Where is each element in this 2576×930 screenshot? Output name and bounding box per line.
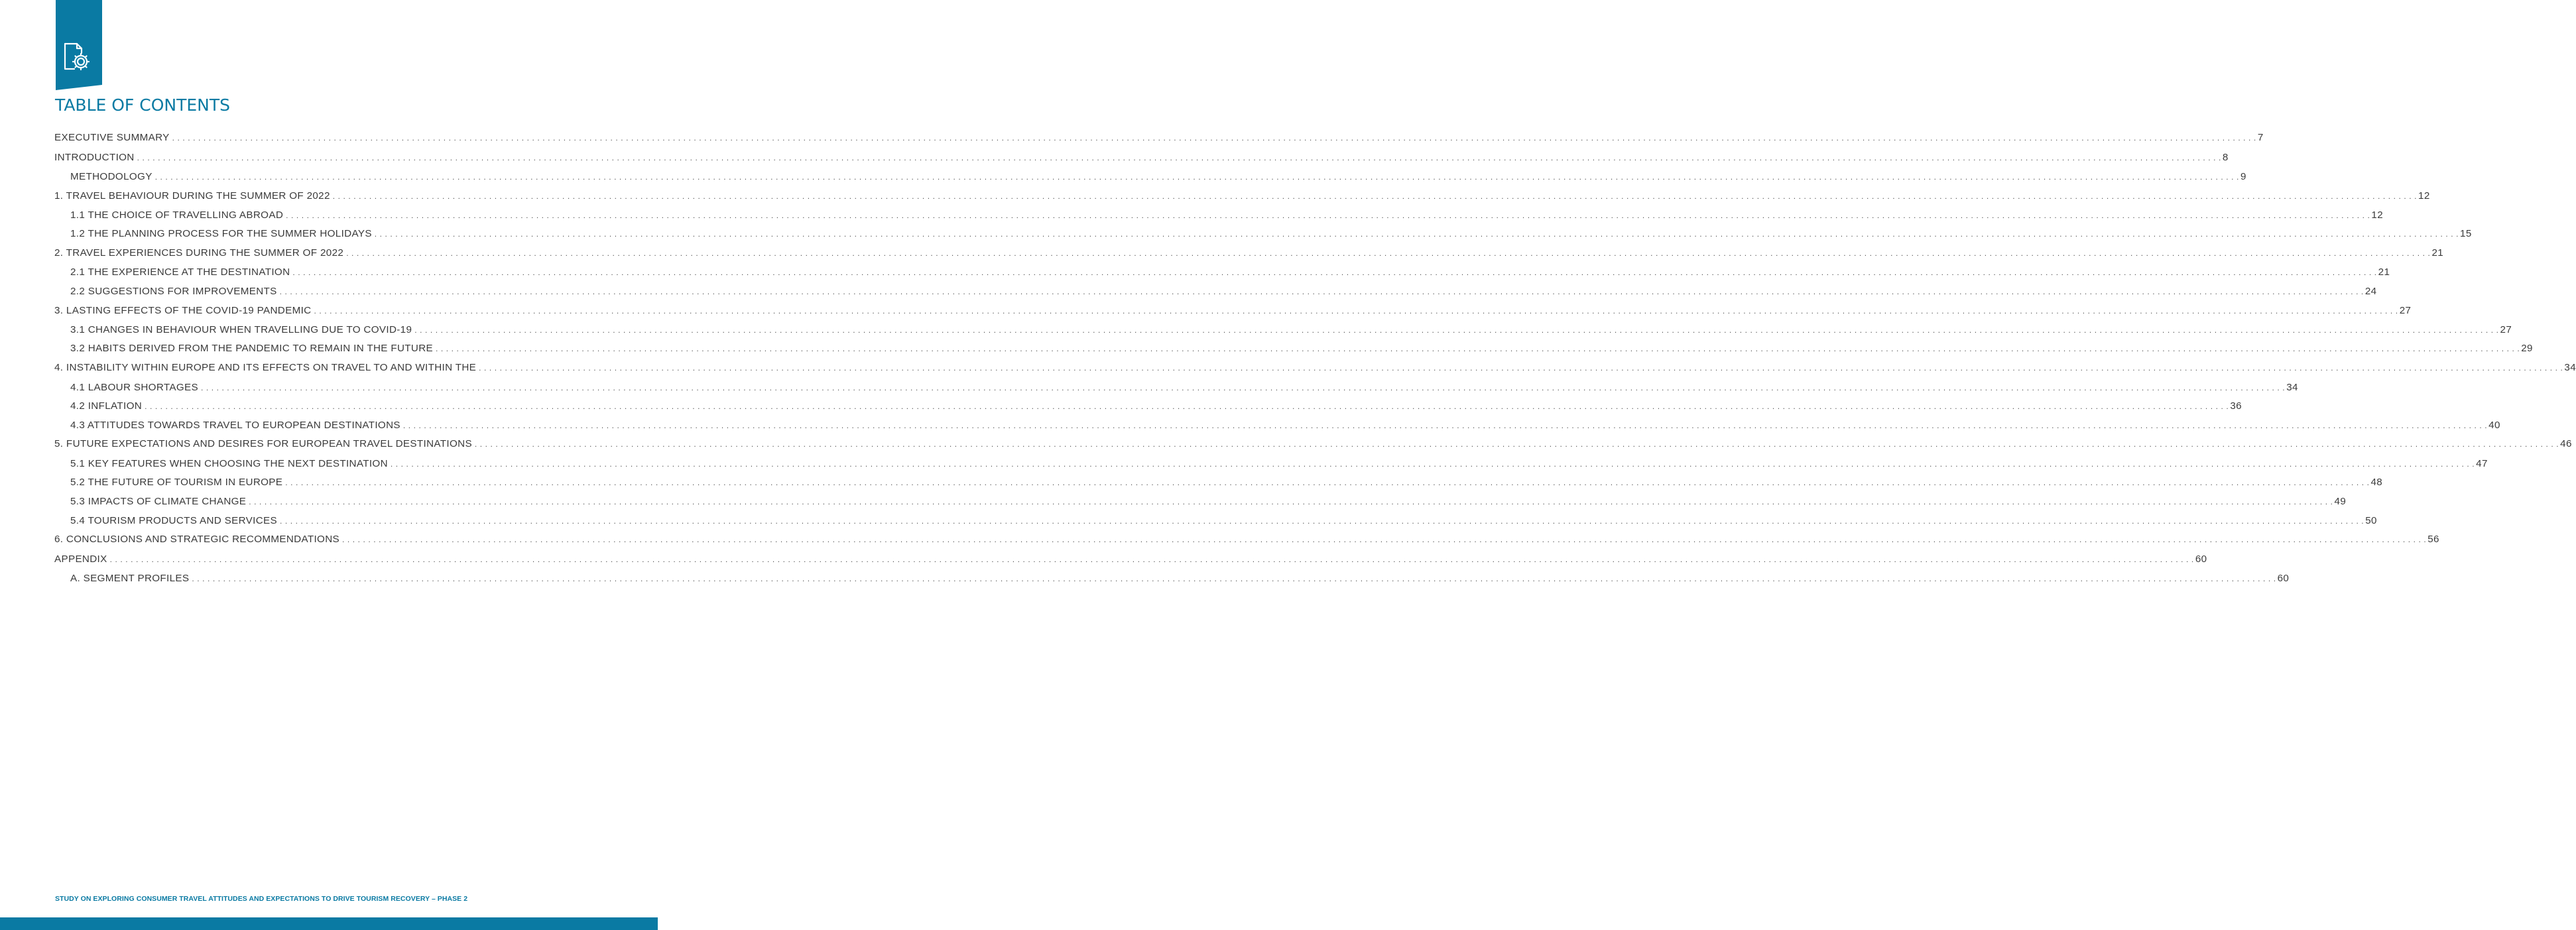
toc-dot-leader: . . . . . . . . . . . . . . . . . . . . . . . . . . . . . . . . . . . . . . . . . . . . . . . . . . . . . . . . . . . . . . . . . . . . . . . . . . . . . . . . . . . . . . . . . . . . . . . . . . . . . . . . . . . . . . . . . . . . . . . . . . . . . . . . . . . . . . . . . . . . . . . . . . . . . . . . . . . . . . . . . . . . . . . . . . . . . . . . . . . . . . . . . . . . . . . . . . . . . . . . . . . . . . . . . . . . . . . . . . . . . . . . . . . . . . . . . . . . . . . . . . . . . . . . . . . . . . . . . . . . . . . . . . . . . . . . . . . . . . . . . . . . . . . . . . . . . . . . . . . . . . . . . . . . . . . . . . . . . . . . . . . . . . . . . . . . . . . . . . . . . . . . . . . . . . . . . . . . . . . . . . . . . . . . . . . . . . . . . . . . . . . . . . . . . . . . . . . . . . . . <box>145 402 2229 411</box>
toc-entry-page: 7 <box>2257 132 2264 143</box>
toc-entry-label: 2.1 THE EXPERIENCE AT THE DESTINATION <box>70 266 290 278</box>
toc-entry-label: A. SEGMENT PROFILES <box>70 573 190 584</box>
toc-dot-leader: . . . . . . . . . . . . . . . . . . . . . . . . . . . . . . . . . . . . . . . . . . . . . . . . . . . . . . . . . . . . . . . . . . . . . . . . . . . . . . . . . . . . . . . . . . . . . . . . . . . . . . . . . . . . . . . . . . . . . . . . . . . . . . . . . . . . . . . . . . . . . . . . . . . . . . . . . . . . . . . . . . . . . . . . . . . . . . . . . . . . . . . . . . . . . . . . . . . . . . . . . . . . . . . . . . . . . . . . . . . . . . . . . . . . . . . . . . . . . . . . . . . . . . . . . . . . . . . . . . . . . . . . . . . . . . . . . . . . . . . . . . . . . . . . . . . . . . . . . . . . . . . . . . . . . . . . . . . . . . . . . . . . . . . . . . . . . . . . . . . . . . . . . . . . . . . . . . . . . . . . . . . . . . . . . . . . . . . . . . . . . . . . . . . . . . . . . . . . . . . . <box>342 535 2427 544</box>
toc-entry-label: 5.3 IMPACTS OF CLIMATE CHANGE <box>70 496 247 507</box>
toc-entry[interactable] <box>54 361 2576 375</box>
toc-entry[interactable] <box>70 209 2383 222</box>
toc-entry-label: 1. TRAVEL BEHAVIOUR DURING THE SUMMER OF 2022 <box>54 190 330 202</box>
toc-title: TABLE OF CONTENTS <box>55 95 231 115</box>
toc-entry-label: 2. TRAVEL EXPERIENCES DURING THE SUMMER OF 2022 <box>54 247 344 259</box>
toc-entry-label: 5.1 KEY FEATURES WHEN CHOOSING THE NEXT DESTINATION <box>70 458 388 469</box>
toc-entry-page: 12 <box>2371 209 2383 221</box>
toc-entry-label: APPENDIX <box>54 553 107 565</box>
toc-entry-label: METHODOLOGY <box>70 171 153 182</box>
toc-entry[interactable] <box>54 437 2572 451</box>
toc-entry-label: 6. CONCLUSIONS AND STRATEGIC RECOMMENDATIONS <box>54 534 340 545</box>
toc-entry[interactable] <box>70 266 2390 279</box>
toc-entry[interactable] <box>54 190 2430 203</box>
toc-dot-leader: . . . . . . . . . . . . . . . . . . . . . . . . . . . . . . . . . . . . . . . . . . . . . . . . . . . . . . . . . . . . . . . . . . . . . . . . . . . . . . . . . . . . . . . . . . . . . . . . . . . . . . . . . . . . . . . . . . . . . . . . . . . . . . . . . . . . . . . . . . . . . . . . . . . . . . . . . . . . . . . . . . . . . . . . . . . . . . . . . . . . . . . . . . . . . . . . . . . . . . . . . . . . . . . . . . . . . . . . . . . . . . . . . . . . . . . . . . . . . . . . . . . . . . . . . . . . . . . . . . . . . . . . . . . . . . . . . . . . . . . . . . . . . . . . . . . . . . . . . . . . . . . . . . . . . . . . . . . . . . . . . . . . . . . . . . . . . . . . . . . . . . . . . . . . . . . . . . . . . . . . . . . . . . . . . . . . . . . . . . . . . . . . . . . . . . . . . . . . . . . . <box>279 287 2364 296</box>
toc-dot-leader: . . . . . . . . . . . . . . . . . . . . . . . . . . . . . . . . . . . . . . . . . . . . . . . . . . . . . . . . . . . . . . . . . . . . . . . . . . . . . . . . . . . . . . . . . . . . . . . . . . . . . . . . . . . . . . . . . . . . . . . . . . . . . . . . . . . . . . . . . . . . . . . . . . . . . . . . . . . . . . . . . . . . . . . . . . . . . . . . . . . . . . . . . . . . . . . . . . . . . . . . . . . . . . . . . . . . . . . . . . . . . . . . . . . . . . . . . . . . . . . . . . . . . . . . . . . . . . . . . . . . . . . . . . . . . . . . . . . . . . . . . . . . . . . . . . . . . . . . . . . . . . . . . . . . . . . . . . . . . . . . . . . . . . . . . . . . . . . . . . . . . . . . . . . . . . . . . . . . . . . . . . . . . . . . . . . . . . . . . . . . . . . . . . . . . . . . . . . . . . . . <box>402 421 2488 430</box>
toc-entry-label: 3. LASTING EFFECTS OF THE COVID-19 PANDEMIC <box>54 305 312 316</box>
toc-dot-leader: . . . . . . . . . . . . . . . . . . . . . . . . . . . . . . . . . . . . . . . . . . . . . . . . . . . . . . . . . . . . . . . . . . . . . . . . . . . . . . . . . . . . . . . . . . . . . . . . . . . . . . . . . . . . . . . . . . . . . . . . . . . . . . . . . . . . . . . . . . . . . . . . . . . . . . . . . . . . . . . . . . . . . . . . . . . . . . . . . . . . . . . . . . . . . . . . . . . . . . . . . . . . . . . . . . . . . . . . . . . . . . . . . . . . . . . . . . . . . . . . . . . . . . . . . . . . . . . . . . . . . . . . . . . . . . . . . . . . . . . . . . . . . . . . . . . . . . . . . . . . . . . . . . . . . . . . . . . . . . . . . . . . . . . . . . . . . . . . . . . . . . . . . . . . . . . . . . . . . . . . . . . . . . . . . . . . . . . . . . . . . . . . . . . . . . . . . . . . . . . . <box>292 268 2377 277</box>
toc-entry-page: 8 <box>2222 152 2229 163</box>
toc-entry-label: 4. INSTABILITY WITHIN EUROPE AND ITS EFFECTS ON TRAVEL TO AND WITHIN THE <box>54 362 477 373</box>
toc-entry-label: INTRODUCTION <box>54 152 135 163</box>
toc-dot-leader: . . . . . . . . . . . . . . . . . . . . . . . . . . . . . . . . . . . . . . . . . . . . . . . . . . . . . . . . . . . . . . . . . . . . . . . . . . . . . . . . . . . . . . . . . . . . . . . . . . . . . . . . . . . . . . . . . . . . . . . . . . . . . . . . . . . . . . . . . . . . . . . . . . . . . . . . . . . . . . . . . . . . . . . . . . . . . . . . . . . . . . . . . . . . . . . . . . . . . . . . . . . . . . . . . . . . . . . . . . . . . . . . . . . . . . . . . . . . . . . . . . . . . . . . . . . . . . . . . . . . . . . . . . . . . . . . . . . . . . . . . . . . . . . . . . . . . . . . . . . . . . . . . . . . . . . . . . . . . . . . . . . . . . . . . . . . . . . . . . . . . . . . . . . . . . . . . . . . . . . . . . . . . . . . . . . . . . . . . . . . . . . . . . . . . . . . . . . . . . . . <box>285 478 2370 487</box>
toc-dot-leader: . . . . . . . . . . . . . . . . . . . . . . . . . . . . . . . . . . . . . . . . . . . . . . . . . . . . . . . . . . . . . . . . . . . . . . . . . . . . . . . . . . . . . . . . . . . . . . . . . . . . . . . . . . . . . . . . . . . . . . . . . . . . . . . . . . . . . . . . . . . . . . . . . . . . . . . . . . . . . . . . . . . . . . . . . . . . . . . . . . . . . . . . . . . . . . . . . . . . . . . . . . . . . . . . . . . . . . . . . . . . . . . . . . . . . . . . . . . . . . . . . . . . . . . . . . . . . . . . . . . . . . . . . . . . . . . . . . . . . . . . . . . . . . . . . . . . . . . . . . . . . . . . . . . . . . . . . . . . . . . . . . . . . . . . . . . . . . . . . . . . . . . . . . . . . . . . . . . . . . . . . . . . . . . . . . . . . . . . . . . . . . . . . . . . . . . . . . . . . . . . <box>109 555 2194 564</box>
toc-entry-page: 56 <box>2427 534 2439 545</box>
toc-entry-page: 27 <box>2500 324 2512 335</box>
toc-dot-leader: . . . . . . . . . . . . . . . . . . . . . . . . . . . . . . . . . . . . . . . . . . . . . . . . . . . . . . . . . . . . . . . . . . . . . . . . . . . . . . . . . . . . . . . . . . . . . . . . . . . . . . . . . . . . . . . . . . . . . . . . . . . . . . . . . . . . . . . . . . . . . . . . . . . . . . . . . . . . . . . . . . . . . . . . . . . . . . . . . . . . . . . . . . . . . . . . . . . . . . . . . . . . . . . . . . . . . . . . . . . . . . . . . . . . . . . . . . . . . . . . . . . . . . . . . . . . . . . . . . . . . . . . . . . . . . . . . . . . . . . . . . . . . . . . . . . . . . . . . . . . . . . . . . . . . . . . . . . . . . . . . . . . . . . . . . . . . . . . . . . . . . . . . . . . . . . . . . . . . . . . . . . . . . . . . . . . . . . . . . . . . . . . . . . . . . . . . . . . . . . . <box>374 229 2459 239</box>
toc-entry[interactable] <box>54 151 2229 164</box>
toc-entry-page: 49 <box>2334 496 2347 507</box>
header-tab-shape <box>56 0 102 90</box>
toc-entry-page: 36 <box>2230 400 2242 412</box>
toc-entry-page: 29 <box>2521 343 2533 354</box>
toc-entry-label: 3.1 CHANGES IN BEHAVIOUR WHEN TRAVELLING DUE TO COVID-19 <box>70 324 412 335</box>
toc-entry-page: 27 <box>2399 305 2412 316</box>
toc-entry-label: EXECUTIVE SUMMARY <box>54 132 170 143</box>
toc-dot-leader: . . . . . . . . . . . . . . . . . . . . . . . . . . . . . . . . . . . . . . . . . . . . . . . . . . . . . . . . . . . . . . . . . . . . . . . . . . . . . . . . . . . . . . . . . . . . . . . . . . . . . . . . . . . . . . . . . . . . . . . . . . . . . . . . . . . . . . . . . . . . . . . . . . . . . . . . . . . . . . . . . . . . . . . . . . . . . . . . . . . . . . . . . . . . . . . . . . . . . . . . . . . . . . . . . . . . . . . . . . . . . . . . . . . . . . . . . . . . . . . . . . . . . . . . . . . . . . . . . . . . . . . . . . . . . . . . . . . . . . . . . . . . . . . . . . . . . . . . . . . . . . . . . . . . . . . . . . . . . . . . . . . . . . . . . . . . . . . . . . . . . . . . . . . . . . . . . . . . . . . . . . . . . . . . . . . . . . . . . . . . . . . . . . . . . . . . . . . . . . . . <box>436 344 2520 353</box>
toc-entry[interactable] <box>54 533 2439 546</box>
toc-entry[interactable] <box>70 381 2298 394</box>
toc-entry[interactable] <box>70 419 2500 432</box>
toc-entry[interactable] <box>54 247 2444 260</box>
toc-entry-label: 1.2 THE PLANNING PROCESS FOR THE SUMMER HOLIDAYS <box>70 228 372 239</box>
toc-dot-leader: . . . . . . . . . . . . . . . . . . . . . . . . . . . . . . . . . . . . . . . . . . . . . . . . . . . . . . . . . . . . . . . . . . . . . . . . . . . . . . . . . . . . . . . . . . . . . . . . . . . . . . . . . . . . . . . . . . . . . . . . . . . . . . . . . . . . . . . . . . . . . . . . . . . . . . . . . . . . . . . . . . . . . . . . . . . . . . . . . . . . . . . . . . . . . . . . . . . . . . . . . . . . . . . . . . . . . . . . . . . . . . . . . . . . . . . . . . . . . . . . . . . . . . . . . . . . . . . . . . . . . . . . . . . . . . . . . . . . . . . . . . . . . . . . . . . . . . . . . . . . . . . . . . . . . . . . . . . . . . . . . . . . . . . . . . . . . . . . . . . . . . . . . . . . . . . . . . . . . . . . . . . . . . . . . . . . . . . . . . . . . . . . . . . . . . . . . . . . . . . . <box>200 383 2286 392</box>
toc-entry[interactable] <box>70 457 2488 471</box>
header-tab <box>56 0 102 90</box>
toc-entry-page: 34 <box>2286 382 2298 393</box>
toc-entry-page: 15 <box>2460 228 2472 239</box>
toc-entry[interactable] <box>54 304 2412 318</box>
toc-entry[interactable] <box>70 514 2377 528</box>
toc-entry-page: 60 <box>2277 573 2290 584</box>
toc-entry-page: 24 <box>2364 286 2377 297</box>
toc-dot-leader: . . . . . . . . . . . . . . . . . . . . . . . . . . . . . . . . . . . . . . . . . . . . . . . . . . . . . . . . . . . . . . . . . . . . . . . . . . . . . . . . . . . . . . . . . . . . . . . . . . . . . . . . . . . . . . . . . . . . . . . . . . . . . . . . . . . . . . . . . . . . . . . . . . . . . . . . . . . . . . . . . . . . . . . . . . . . . . . . . . . . . . . . . . . . . . . . . . . . . . . . . . . . . . . . . . . . . . . . . . . . . . . . . . . . . . . . . . . . . . . . . . . . . . . . . . . . . . . . . . . . . . . . . . . . . . . . . . . . . . . . . . . . . . . . . . . . . . . . . . . . . . . . . . . . . . . . . . . . . . . . . . . . . . . . . . . . . . . . . . . . . . . . . . . . . . . . . . . . . . . . . . . . . . . . . . . . . . . . . . . . . . . . . . . . . . . . . . . . . . . . <box>192 574 2276 583</box>
toc-dot-leader: . . . . . . . . . . . . . . . . . . . . . . . . . . . . . . . . . . . . . . . . . . . . . . . . . . . . . . . . . . . . . . . . . . . . . . . . . . . . . . . . . . . . . . . . . . . . . . . . . . . . . . . . . . . . . . . . . . . . . . . . . . . . . . . . . . . . . . . . . . . . . . . . . . . . . . . . . . . . . . . . . . . . . . . . . . . . . . . . . . . . . . . . . . . . . . . . . . . . . . . . . . . . . . . . . . . . . . . . . . . . . . . . . . . . . . . . . . . . . . . . . . . . . . . . . . . . . . . . . . . . . . . . . . . . . . . . . . . . . . . . . . . . . . . . . . . . . . . . . . . . . . . . . . . . . . . . . . . . . . . . . . . . . . . . . . . . . . . . . . . . . . . . . . . . . . . . . . . . . . . . . . . . . . . . . . . . . . . . . . . . . . . . . . . . . . . . . . . . . . . . <box>414 325 2499 335</box>
toc-entry[interactable] <box>70 323 2512 337</box>
toc-entry-label: 5.4 TOURISM PRODUCTS AND SERVICES <box>70 515 277 526</box>
toc-dot-leader: . . . . . . . . . . . . . . . . . . . . . . . . . . . . . . . . . . . . . . . . . . . . . . . . . . . . . . . . . . . . . . . . . . . . . . . . . . . . . . . . . . . . . . . . . . . . . . . . . . . . . . . . . . . . . . . . . . . . . . . . . . . . . . . . . . . . . . . . . . . . . . . . . . . . . . . . . . . . . . . . . . . . . . . . . . . . . . . . . . . . . . . . . . . . . . . . . . . . . . . . . . . . . . . . . . . . . . . . . . . . . . . . . . . . . . . . . . . . . . . . . . . . . . . . . . . . . . . . . . . . . . . . . . . . . . . . . . . . . . . . . . . . . . . . . . . . . . . . . . . . . . . . . . . . . . . . . . . . . . . . . . . . . . . . . . . . . . . . . . . . . . . . . . . . . . . . . . . . . . . . . . . . . . . . . . . . . . . . . . . . . . . . . . . . . . . . . . . . . . . . <box>314 306 2398 316</box>
toc-entry-page: 50 <box>2365 515 2377 526</box>
toc-dot-leader: . . . . . . . . . . . . . . . . . . . . . . . . . . . . . . . . . . . . . . . . . . . . . . . . . . . . . . . . . . . . . . . . . . . . . . . . . . . . . . . . . . . . . . . . . . . . . . . . . . . . . . . . . . . . . . . . . . . . . . . . . . . . . . . . . . . . . . . . . . . . . . . . . . . . . . . . . . . . . . . . . . . . . . . . . . . . . . . . . . . . . . . . . . . . . . . . . . . . . . . . . . . . . . . . . . . . . . . . . . . . . . . . . . . . . . . . . . . . . . . . . . . . . . . . . . . . . . . . . . . . . . . . . . . . . . . . . . . . . . . . . . . . . . . . . . . . . . . . . . . . . . . . . . . . . . . . . . . . . . . . . . . . . . . . . . . . . . . . . . . . . . . . . . . . . . . . . . . . . . . . . . . . . . . . . . . . . . . . . . . . . . . . . . . . . . . . . . . . . . . . <box>172 133 2256 143</box>
toc-entry[interactable] <box>70 400 2242 413</box>
toc-entry-page: 9 <box>2240 171 2246 182</box>
toc-dot-leader: . . . . . . . . . . . . . . . . . . . . . . . . . . . . . . . . . . . . . . . . . . . . . . . . . . . . . . . . . . . . . . . . . . . . . . . . . . . . . . . . . . . . . . . . . . . . . . . . . . . . . . . . . . . . . . . . . . . . . . . . . . . . . . . . . . . . . . . . . . . . . . . . . . . . . . . . . . . . . . . . . . . . . . . . . . . . . . . . . . . . . . . . . . . . . . . . . . . . . . . . . . . . . . . . . . . . . . . . . . . . . . . . . . . . . . . . . . . . . . . . . . . . . . . . . . . . . . . . . . . . . . . . . . . . . . . . . . . . . . . . . . . . . . . . . . . . . . . . . . . . . . . . . . . . . . . . . . . . . . . . . . . . . . . . . . . . . . . . . . . . . . . . . . . . . . . . . . . . . . . . . . . . . . . . . . . . . . . . . . . . . . . . . . . . . . . . . . . . . . . . <box>280 516 2364 526</box>
toc-entry-page: 21 <box>2378 266 2390 278</box>
toc-entry[interactable] <box>70 572 2290 585</box>
toc-entry[interactable] <box>54 131 2264 145</box>
toc-dot-leader: . . . . . . . . . . . . . . . . . . . . . . . . . . . . . . . . . . . . . . . . . . . . . . . . . . . . . . . . . . . . . . . . . . . . . . . . . . . . . . . . . . . . . . . . . . . . . . . . . . . . . . . . . . . . . . . . . . . . . . . . . . . . . . . . . . . . . . . . . . . . . . . . . . . . . . . . . . . . . . . . . . . . . . . . . . . . . . . . . . . . . . . . . . . . . . . . . . . . . . . . . . . . . . . . . . . . . . . . . . . . . . . . . . . . . . . . . . . . . . . . . . . . . . . . . . . . . . . . . . . . . . . . . . . . . . . . . . . . . . . . . . . . . . . . . . . . . . . . . . . . . . . . . . . . . . . . . . . . . . . . . . . . . . . . . . . . . . . . . . . . . . . . . . . . . . . . . . . . . . . . . . . . . . . . . . . . . . . . . . . . . . . . . . . . . . . . . . . . . . . . <box>390 459 2475 469</box>
toc-entry-page: 47 <box>2476 458 2488 469</box>
toc-dot-leader: . . . . . . . . . . . . . . . . . . . . . . . . . . . . . . . . . . . . . . . . . . . . . . . . . . . . . . . . . . . . . . . . . . . . . . . . . . . . . . . . . . . . . . . . . . . . . . . . . . . . . . . . . . . . . . . . . . . . . . . . . . . . . . . . . . . . . . . . . . . . . . . . . . . . . . . . . . . . . . . . . . . . . . . . . . . . . . . . . . . . . . . . . . . . . . . . . . . . . . . . . . . . . . . . . . . . . . . . . . . . . . . . . . . . . . . . . . . . . . . . . . . . . . . . . . . . . . . . . . . . . . . . . . . . . . . . . . . . . . . . . . . . . . . . . . . . . . . . . . . . . . . . . . . . . . . . . . . . . . . . . . . . . . . . . . . . . . . . . . . . . . . . . . . . . . . . . . . . . . . . . . . . . . . . . . . . . . . . . . . . . . . . . . . . . . . . . . . . . . . . <box>154 172 2239 182</box>
toc-dot-leader: . . . . . . . . . . . . . . . . . . . . . . . . . . . . . . . . . . . . . . . . . . . . . . . . . . . . . . . . . . . . . . . . . . . . . . . . . . . . . . . . . . . . . . . . . . . . . . . . . . . . . . . . . . . . . . . . . . . . . . . . . . . . . . . . . . . . . . . . . . . . . . . . . . . . . . . . . . . . . . . . . . . . . . . . . . . . . . . . . . . . . . . . . . . . . . . . . . . . . . . . . . . . . . . . . . . . . . . . . . . . . . . . . . . . . . . . . . . . . . . . . . . . . . . . . . . . . . . . . . . . . . . . . . . . . . . . . . . . . . . . . . . . . . . . . . . . . . . . . . . . . . . . . . . . . . . . . . . . . . . . . . . . . . . . . . . . . . . . . . . . . . . . . . . . . . . . . . . . . . . . . . . . . . . . . . . . . . . . . . . . . . . . . . . . . . . . . . . . . . . . <box>286 211 2370 220</box>
toc-entry[interactable] <box>70 285 2377 298</box>
toc-entry-label: 4.2 INFLATION <box>70 400 143 412</box>
toc-entry-label: 5. FUTURE EXPECTATIONS AND DESIRES FOR EUROPEAN TRAVEL DESTINATIONS <box>54 438 472 449</box>
toc-entry[interactable] <box>70 476 2383 489</box>
footer-text: STUDY ON EXPLORING CONSUMER TRAVEL ATTITUDES AND EXPECTATIONS TO DRIVE TOURISM RECOVERY – PHASE 2 <box>55 895 468 903</box>
toc-entry-page: 40 <box>2488 420 2500 431</box>
toc-entry-page: 34 <box>2564 362 2576 373</box>
toc-entry[interactable] <box>70 227 2472 241</box>
toc-entry-label: 4.3 ATTITUDES TOWARDS TRAVEL TO EUROPEAN DESTINATIONS <box>70 420 400 431</box>
toc-entry-page: 60 <box>2195 553 2207 565</box>
toc-entry-page: 46 <box>2560 438 2572 449</box>
toc-entry-label: 1.1 THE CHOICE OF TRAVELLING ABROAD <box>70 209 284 221</box>
toc-entry-page: 21 <box>2431 247 2444 259</box>
toc-dot-leader: . . . . . . . . . . . . . . . . . . . . . . . . . . . . . . . . . . . . . . . . . . . . . . . . . . . . . . . . . . . . . . . . . . . . . . . . . . . . . . . . . . . . . . . . . . . . . . . . . . . . . . . . . . . . . . . . . . . . . . . . . . . . . . . . . . . . . . . . . . . . . . . . . . . . . . . . . . . . . . . . . . . . . . . . . . . . . . . . . . . . . . . . . . . . . . . . . . . . . . . . . . . . . . . . . . . . . . . . . . . . . . . . . . . . . . . . . . . . . . . . . . . . . . . . . . . . . . . . . . . . . . . . . . . . . . . . . . . . . . . . . . . . . . . . . . . . . . . . . . . . . . . . . . . . . . . . . . . . . . . . . . . . . . . . . . . . . . . . . . . . . . . . . . . . . . . . . . . . . . . . . . . . . . . . . . . . . . . . . . . . . . . . . . . . . . . . . . . . . . . . <box>479 363 2563 373</box>
toc-dot-leader: . . . . . . . . . . . . . . . . . . . . . . . . . . . . . . . . . . . . . . . . . . . . . . . . . . . . . . . . . . . . . . . . . . . . . . . . . . . . . . . . . . . . . . . . . . . . . . . . . . . . . . . . . . . . . . . . . . . . . . . . . . . . . . . . . . . . . . . . . . . . . . . . . . . . . . . . . . . . . . . . . . . . . . . . . . . . . . . . . . . . . . . . . . . . . . . . . . . . . . . . . . . . . . . . . . . . . . . . . . . . . . . . . . . . . . . . . . . . . . . . . . . . . . . . . . . . . . . . . . . . . . . . . . . . . . . . . . . . . . . . . . . . . . . . . . . . . . . . . . . . . . . . . . . . . . . . . . . . . . . . . . . . . . . . . . . . . . . . . . . . . . . . . . . . . . . . . . . . . . . . . . . . . . . . . . . . . . . . . . . . . . . . . . . . . . . . . . . . . . . . <box>249 497 2333 506</box>
toc-entry[interactable] <box>70 495 2347 508</box>
toc-entry-page: 12 <box>2418 190 2430 202</box>
toc-entry-label: 2.2 SUGGESTIONS FOR IMPROVEMENTS <box>70 286 277 297</box>
toc-entry-page: 48 <box>2370 477 2383 488</box>
toc-entry-label: 3.2 HABITS DERIVED FROM THE PANDEMIC TO REMAIN IN THE FUTURE <box>70 343 434 354</box>
toc-dot-leader: . . . . . . . . . . . . . . . . . . . . . . . . . . . . . . . . . . . . . . . . . . . . . . . . . . . . . . . . . . . . . . . . . . . . . . . . . . . . . . . . . . . . . . . . . . . . . . . . . . . . . . . . . . . . . . . . . . . . . . . . . . . . . . . . . . . . . . . . . . . . . . . . . . . . . . . . . . . . . . . . . . . . . . . . . . . . . . . . . . . . . . . . . . . . . . . . . . . . . . . . . . . . . . . . . . . . . . . . . . . . . . . . . . . . . . . . . . . . . . . . . . . . . . . . . . . . . . . . . . . . . . . . . . . . . . . . . . . . . . . . . . . . . . . . . . . . . . . . . . . . . . . . . . . . . . . . . . . . . . . . . . . . . . . . . . . . . . . . . . . . . . . . . . . . . . . . . . . . . . . . . . . . . . . . . . . . . . . . . . . . . . . . . . . . . . . . . . . . . . . . <box>332 192 2418 201</box>
footer-bar <box>0 917 658 930</box>
toc-entry[interactable] <box>70 170 2246 184</box>
toc-dot-leader: . . . . . . . . . . . . . . . . . . . . . . . . . . . . . . . . . . . . . . . . . . . . . . . . . . . . . . . . . . . . . . . . . . . . . . . . . . . . . . . . . . . . . . . . . . . . . . . . . . . . . . . . . . . . . . . . . . . . . . . . . . . . . . . . . . . . . . . . . . . . . . . . . . . . . . . . . . . . . . . . . . . . . . . . . . . . . . . . . . . . . . . . . . . . . . . . . . . . . . . . . . . . . . . . . . . . . . . . . . . . . . . . . . . . . . . . . . . . . . . . . . . . . . . . . . . . . . . . . . . . . . . . . . . . . . . . . . . . . . . . . . . . . . . . . . . . . . . . . . . . . . . . . . . . . . . . . . . . . . . . . . . . . . . . . . . . . . . . . . . . . . . . . . . . . . . . . . . . . . . . . . . . . . . . . . . . . . . . . . . . . . . . . . . . . . . . . . . . . . . . <box>474 439 2559 449</box>
toc-dot-leader: . . . . . . . . . . . . . . . . . . . . . . . . . . . . . . . . . . . . . . . . . . . . . . . . . . . . . . . . . . . . . . . . . . . . . . . . . . . . . . . . . . . . . . . . . . . . . . . . . . . . . . . . . . . . . . . . . . . . . . . . . . . . . . . . . . . . . . . . . . . . . . . . . . . . . . . . . . . . . . . . . . . . . . . . . . . . . . . . . . . . . . . . . . . . . . . . . . . . . . . . . . . . . . . . . . . . . . . . . . . . . . . . . . . . . . . . . . . . . . . . . . . . . . . . . . . . . . . . . . . . . . . . . . . . . . . . . . . . . . . . . . . . . . . . . . . . . . . . . . . . . . . . . . . . . . . . . . . . . . . . . . . . . . . . . . . . . . . . . . . . . . . . . . . . . . . . . . . . . . . . . . . . . . . . . . . . . . . . . . . . . . . . . . . . . . . . . . . . . . . . <box>137 153 2221 162</box>
toc-entry[interactable] <box>54 553 2207 566</box>
toc-entry-label: 4.1 LABOUR SHORTAGES <box>70 382 198 393</box>
toc-entry-label: 5.2 THE FUTURE OF TOURISM IN EUROPE <box>70 477 283 488</box>
toc-entry[interactable] <box>70 342 2533 355</box>
toc-dot-leader: . . . . . . . . . . . . . . . . . . . . . . . . . . . . . . . . . . . . . . . . . . . . . . . . . . . . . . . . . . . . . . . . . . . . . . . . . . . . . . . . . . . . . . . . . . . . . . . . . . . . . . . . . . . . . . . . . . . . . . . . . . . . . . . . . . . . . . . . . . . . . . . . . . . . . . . . . . . . . . . . . . . . . . . . . . . . . . . . . . . . . . . . . . . . . . . . . . . . . . . . . . . . . . . . . . . . . . . . . . . . . . . . . . . . . . . . . . . . . . . . . . . . . . . . . . . . . . . . . . . . . . . . . . . . . . . . . . . . . . . . . . . . . . . . . . . . . . . . . . . . . . . . . . . . . . . . . . . . . . . . . . . . . . . . . . . . . . . . . . . . . . . . . . . . . . . . . . . . . . . . . . . . . . . . . . . . . . . . . . . . . . . . . . . . . . . . . . . . . . . . <box>346 249 2431 258</box>
